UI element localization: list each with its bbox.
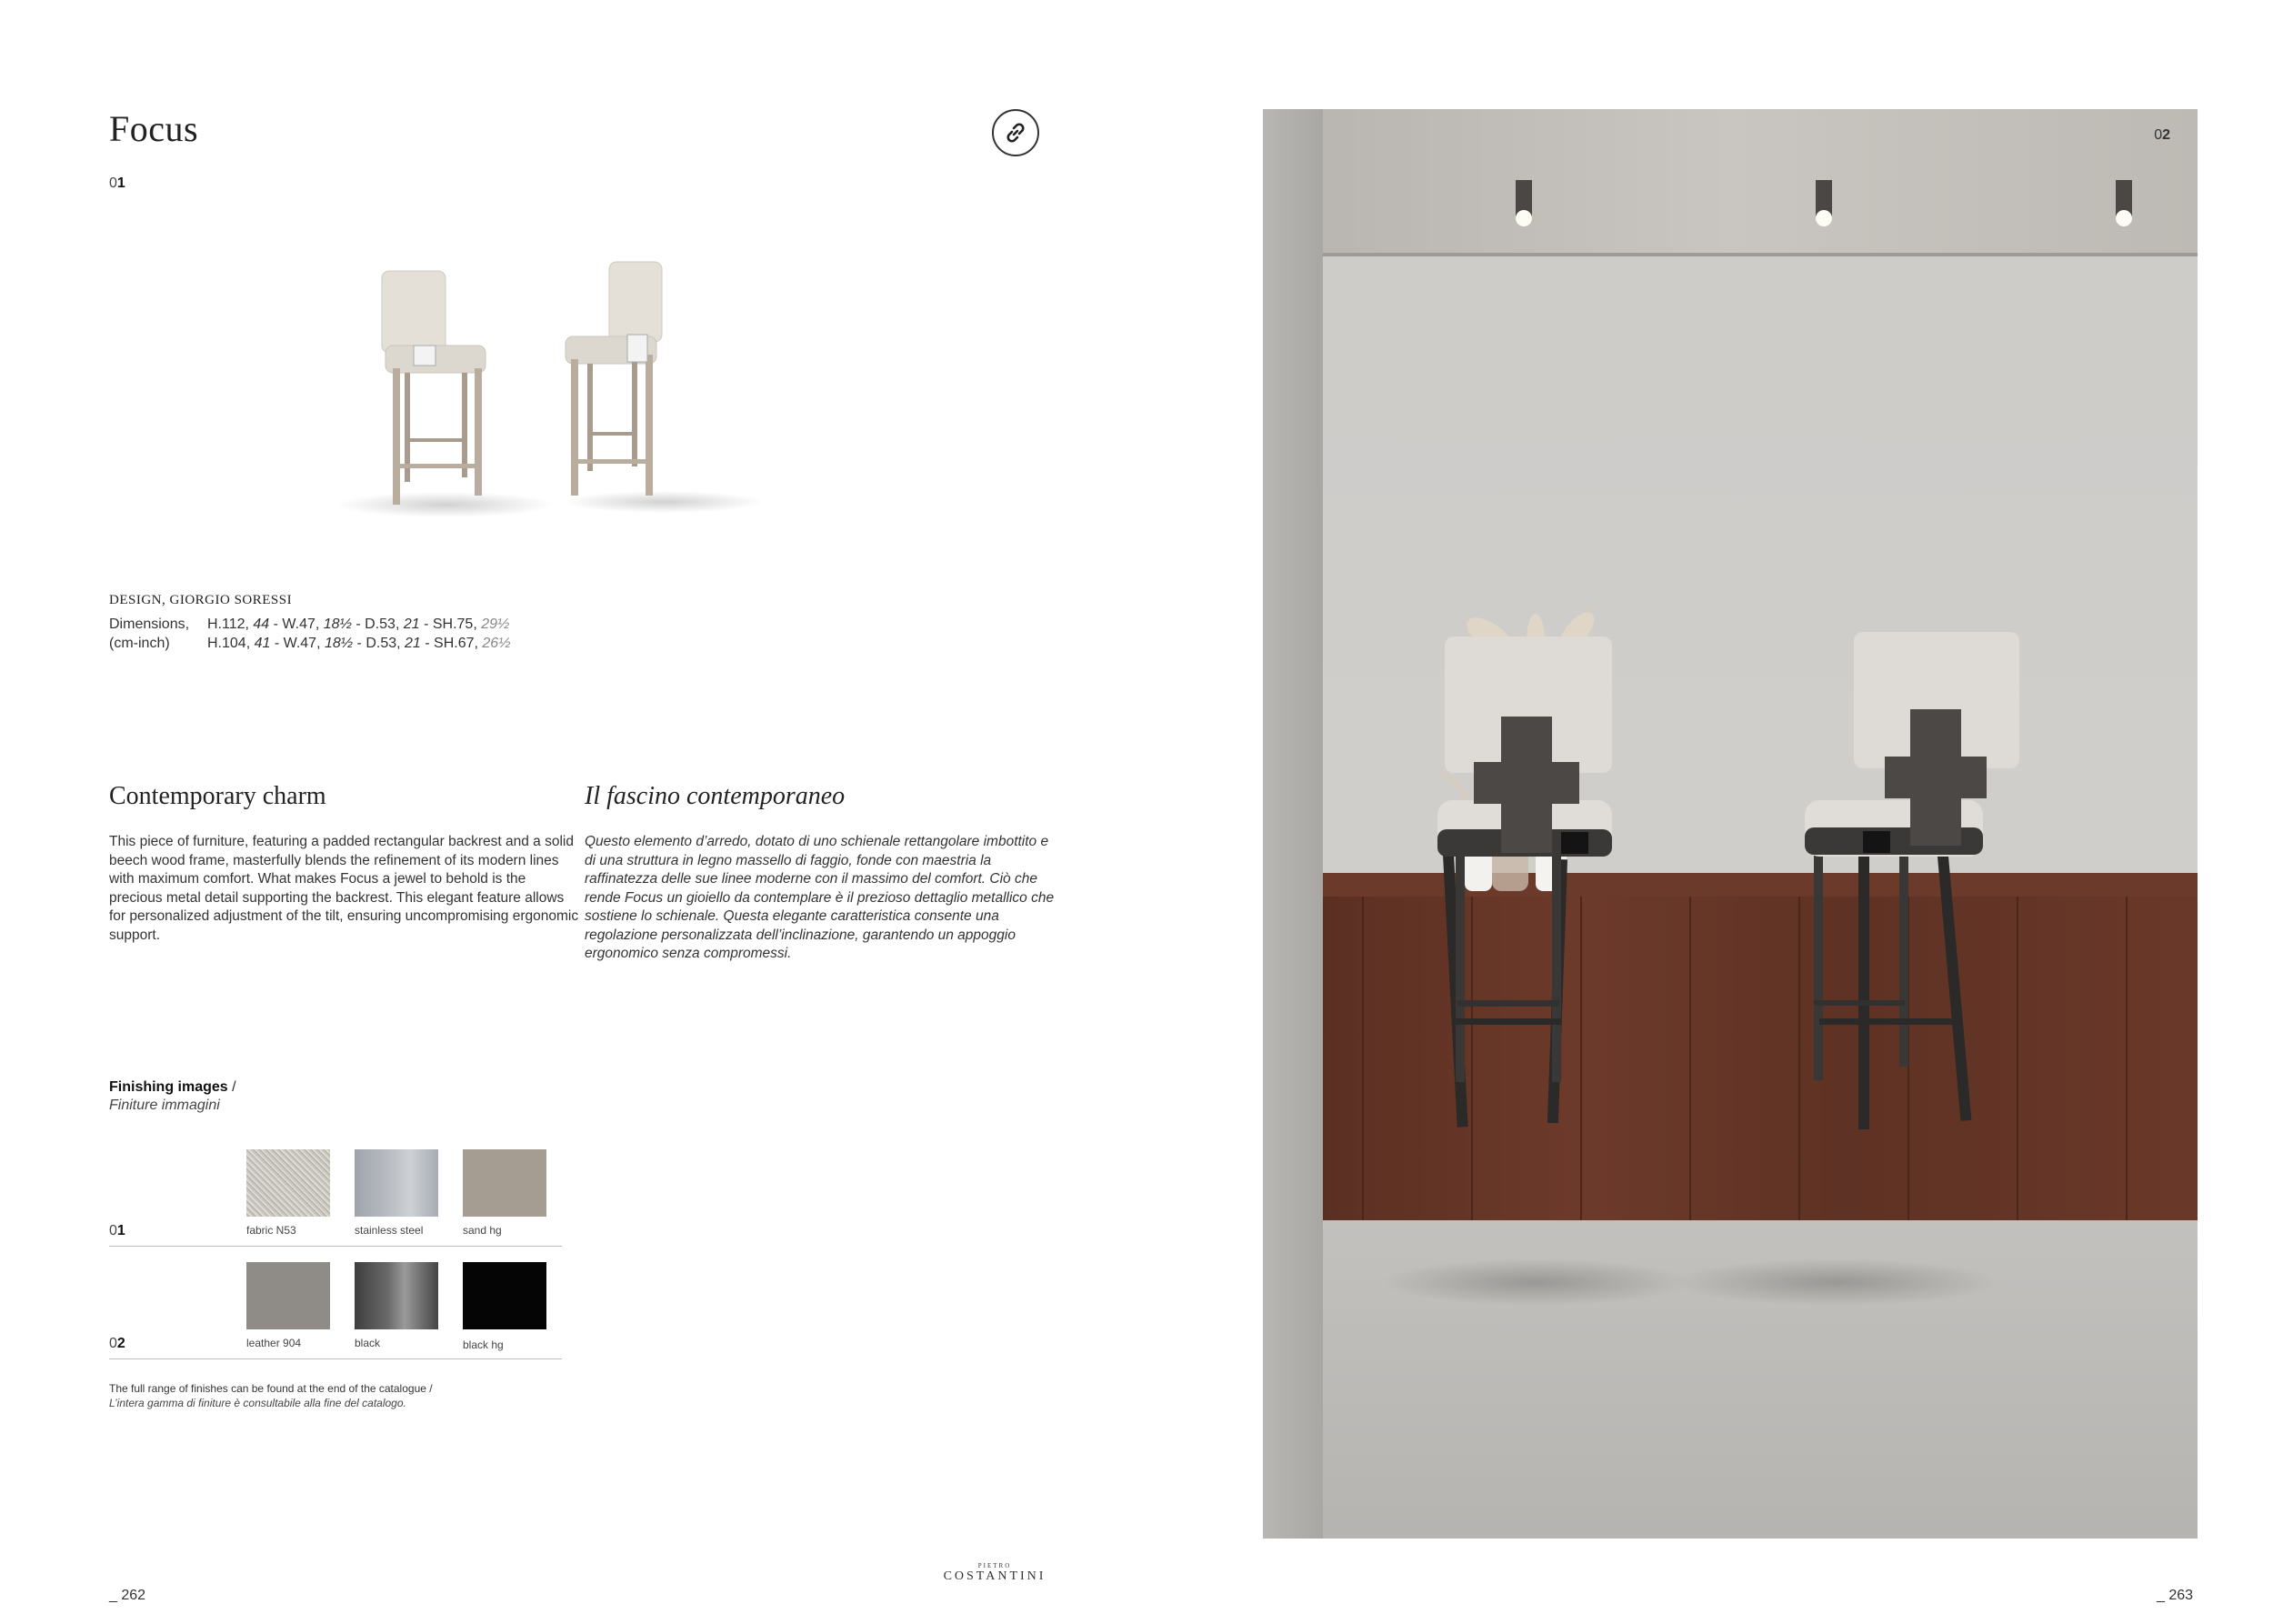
page-number-right: _ 263 <box>2157 1588 2194 1603</box>
dim-sh: - SH.67, <box>420 636 483 651</box>
link-button[interactable] <box>992 109 1039 156</box>
dim-w: - W.47, <box>270 636 325 651</box>
dim-d-inch: 21 <box>403 617 420 632</box>
swatch-stainless-steel[interactable] <box>355 1149 438 1217</box>
dim-d-inch: 21 <box>405 636 421 651</box>
swatch-label: leather 904 <box>246 1337 302 1349</box>
finish-row-number: 1 <box>116 1223 125 1238</box>
swatch-label: black hg <box>463 1338 504 1351</box>
english-body: This piece of furniture, featuring a padded rectangular backrest and a solid beech wood frame, masterfully blends the refinement of its modern lines with maximum comfort. What makes Focus a jewel to behold is the precious metal detail supporting the backrest. This elegant feature allows for personalized adjustment of the tilt, ensuring uncompromising ergonomic support. <box>109 834 579 943</box>
ambience-photo-scene <box>1263 109 2198 1539</box>
brand-logo <box>940 1562 1049 1584</box>
dimensions-row-2 <box>109 634 511 653</box>
divider <box>109 1358 562 1359</box>
dim-w-inch: 18½ <box>324 636 354 651</box>
ambience-photo <box>1263 109 2198 1539</box>
finishes-note-en: The full range of finishes can be found at the end of the catalogue / <box>109 1382 433 1395</box>
swatch-label: stainless steel <box>355 1224 424 1237</box>
dim-h: H.104, <box>207 636 255 651</box>
finishes-note <box>109 1381 433 1410</box>
stool-left <box>382 271 486 505</box>
stool-right <box>566 262 662 496</box>
dim-h: H.112, <box>207 617 254 632</box>
swatch-black[interactable] <box>355 1262 438 1329</box>
page-number-left: _ 262 <box>109 1588 146 1603</box>
dim-sh-inch: 26½ <box>482 636 511 651</box>
finishing-heading-block <box>109 1078 236 1115</box>
finish-row-number: 2 <box>116 1336 125 1351</box>
finishing-separator: / <box>227 1079 236 1095</box>
photo-index-number: 2 <box>2162 127 2170 143</box>
finish-row-index <box>109 1223 125 1239</box>
dim-d: - D.53, <box>351 617 404 632</box>
divider <box>109 1246 562 1247</box>
photo-index <box>2154 127 2170 144</box>
swatch-leather-904[interactable] <box>246 1262 330 1329</box>
designer-credit: DESIGN, GIORGIO SORESSI <box>109 593 293 607</box>
units-label: (cm-inch) <box>109 636 170 651</box>
product-image <box>318 246 809 536</box>
finishes-note-it: L’intera gamma di finiture è consultabile alla fine del catalogo. <box>109 1397 406 1409</box>
swatch-label: black <box>355 1337 381 1349</box>
dim-w: - W.47, <box>269 617 324 632</box>
index-prefix: 0 <box>109 175 117 191</box>
finish-row-prefix: 0 <box>109 1336 117 1351</box>
dim-d: - D.53, <box>353 636 406 651</box>
finishing-heading-it: Finiture immagini <box>109 1098 220 1113</box>
swatch-sand-hg[interactable] <box>463 1149 546 1217</box>
product-title: Focus <box>109 108 199 149</box>
finish-row-prefix: 0 <box>109 1223 117 1238</box>
dim-h-inch: 41 <box>254 636 271 651</box>
finish-row-index <box>109 1336 125 1352</box>
italian-body: Questo elemento d’arredo, dotato di uno schienale rettangolare imbottito e di una struttura in legno massello di faggio, fonde con maestria la raffinatezza delle sue linee moderne con il massimo del comfort. Ciò che rende Focus un gioiello da contemplare è il prezioso dettaglio metallico che sostiene lo schienale. Questa elegante caratteristica consente una regolazione personalizzata dell’inclinazione, garantendo un appoggio ergonomico senza compromessi. <box>585 834 1055 961</box>
dimensions-label: Dimensions, <box>109 617 190 632</box>
dimensions-row-1 <box>109 615 511 634</box>
photo-index-prefix: 0 <box>2154 127 2163 143</box>
english-heading: Contemporary charm <box>109 782 326 810</box>
swatch-label: fabric N53 <box>246 1224 296 1237</box>
italian-heading: Il fascino contemporaneo <box>585 782 846 810</box>
dim-w-inch: 18½ <box>323 617 352 632</box>
brand-logo-small: PIETRO <box>977 1562 1012 1569</box>
link-icon <box>1002 119 1029 146</box>
dim-sh: - SH.75, <box>419 617 482 632</box>
swatch-fabric-n53[interactable] <box>246 1149 330 1217</box>
index-number: 1 <box>116 175 125 191</box>
product-index <box>109 175 125 192</box>
swatch-label: sand hg <box>463 1224 502 1237</box>
dimensions-block <box>109 615 511 653</box>
dim-sh-inch: 29½ <box>481 617 510 632</box>
swatch-black-hg[interactable] <box>463 1262 546 1329</box>
dim-h-inch: 44 <box>253 617 270 632</box>
finishing-heading: Finishing images <box>109 1079 228 1095</box>
brand-logo-text: COSTANTINI <box>943 1569 1046 1583</box>
